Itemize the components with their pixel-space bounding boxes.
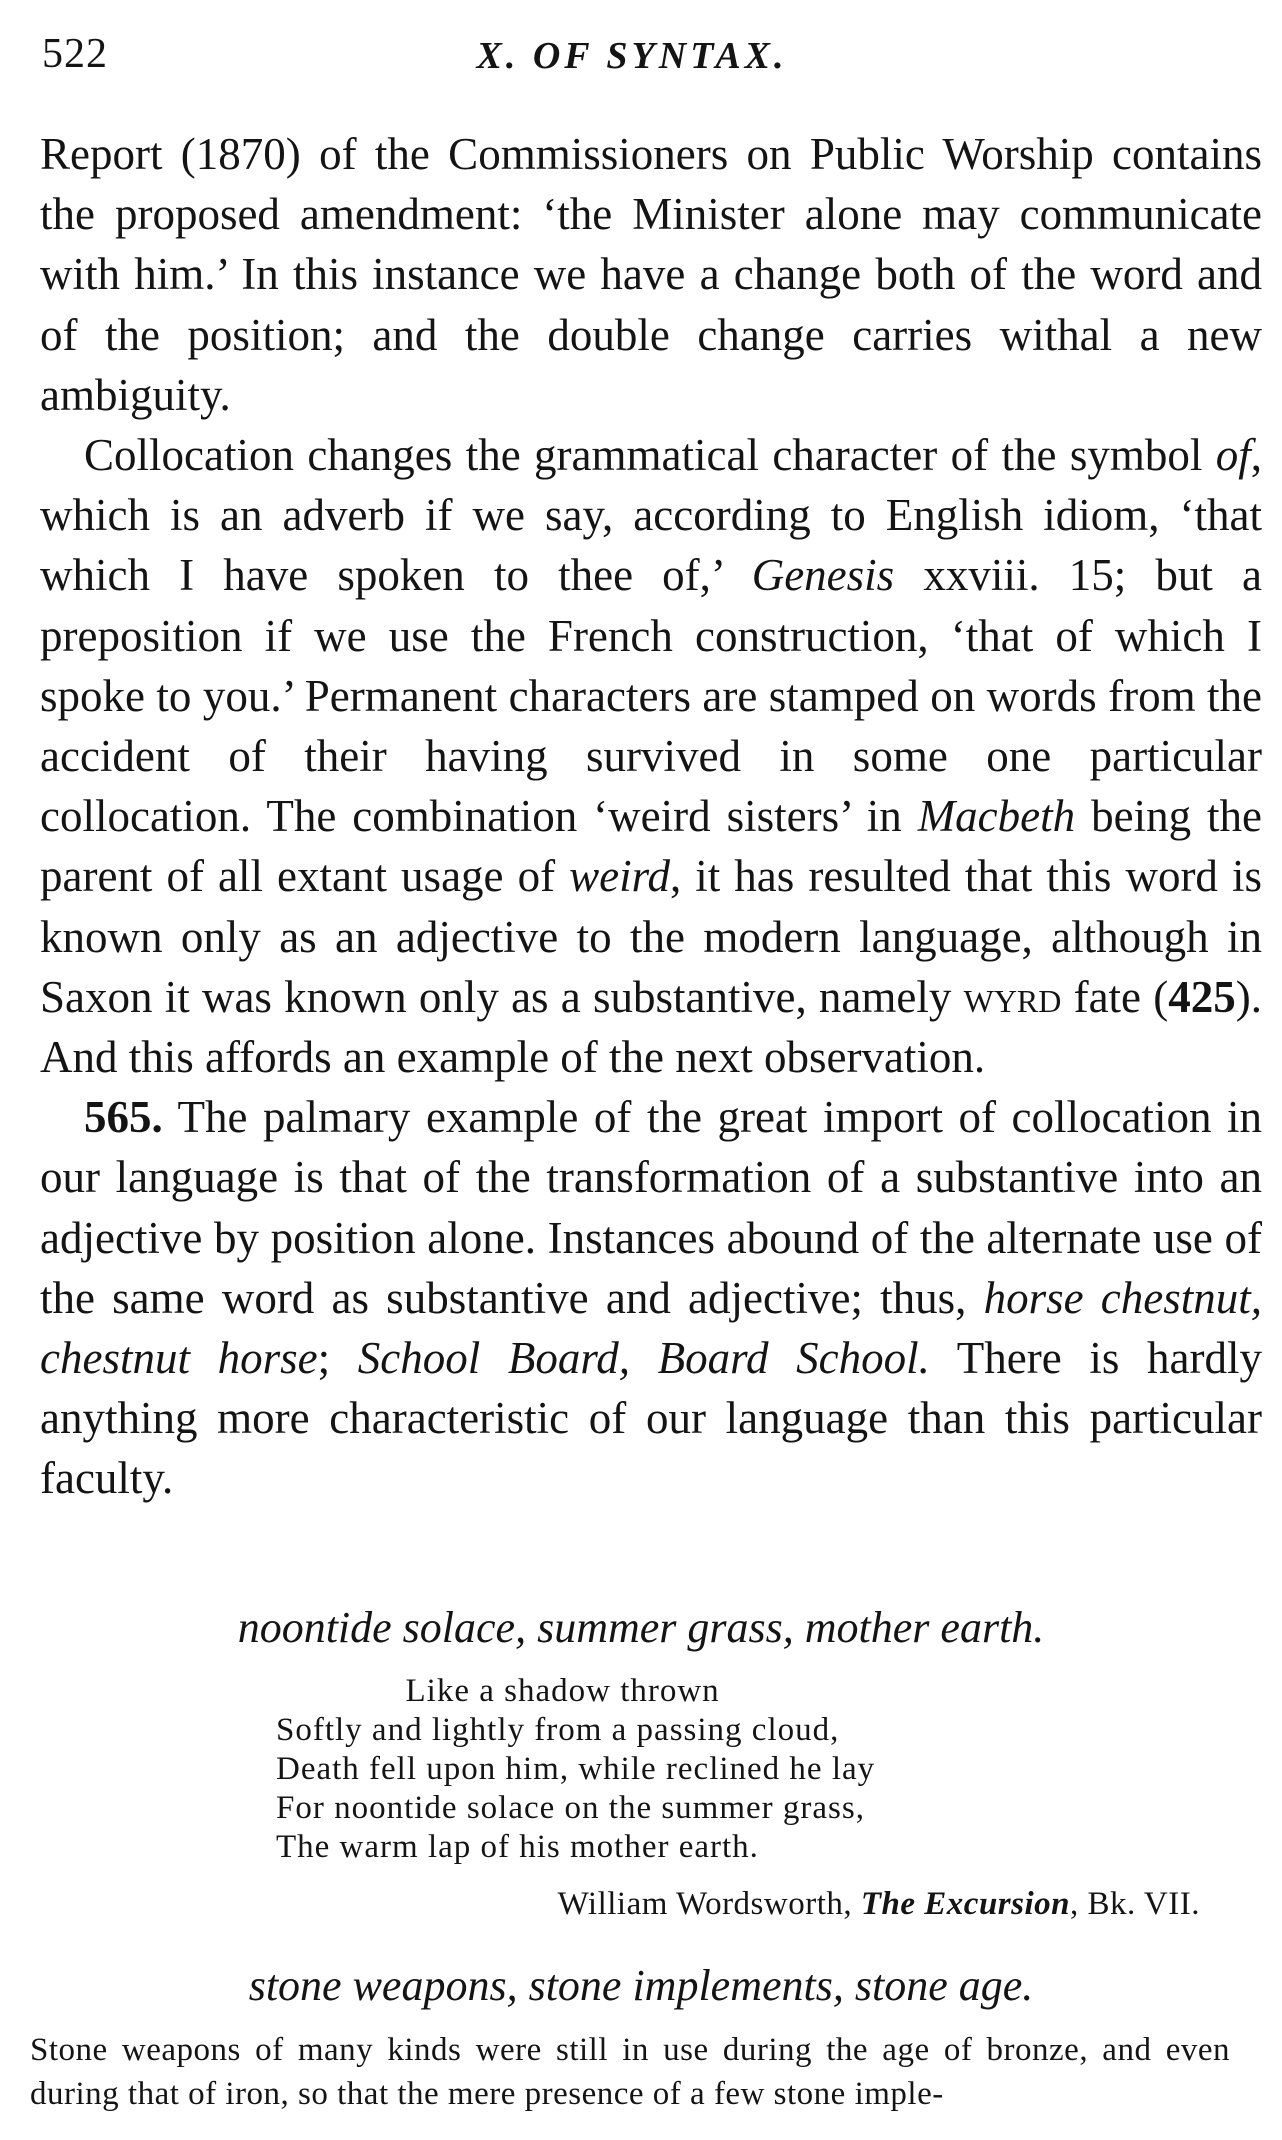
running-title: X. OF SYNTAX. (476, 35, 788, 77)
poem-line: The warm lap of his mother earth. (276, 1829, 759, 1865)
paragraph-collocation: Collocation changes the grammatical character of the symbol of, which is an adverb if we say, according to English idiom, ‘that which I have spoken to thee of,’ Genesis xxviii. 15; but a preposition if we use the French construction, ‘that of which I spoke to you.’ Permanent characters are stamped on words from the accident of their having survived in some one particular collocation. The combination ‘weird sisters’ in Macbeth being the parent of all extant usage of weird, it has resulted that this word is known only as an adjective to the modern language, although in Saxon it was known only as a substantive, namely wyrd fate (425). And this affords an example of the next observation. (40, 430, 1263, 1083)
paragraph-report: Report (1870) of the Commissioners on Public Worship contains the proposed amendment: ‘the Minister alone may communicate with him.’ In this instance we have a change both of the word and of the position; and the double change carries withal a new ambiguity. (40, 129, 1262, 420)
section-reference: 425 (1168, 971, 1236, 1022)
paragraph-number: 565. (84, 1092, 163, 1143)
term-of: of (1215, 430, 1251, 481)
poem-quotation (276, 1672, 875, 1867)
poem-line: Death fell upon him, while reclined he lay (276, 1751, 876, 1787)
example-school-board: School Board, Board School. (357, 1333, 930, 1384)
work-title: The Excursion (860, 1886, 1071, 1922)
page-number: 522 (42, 31, 108, 77)
body-text (40, 124, 1262, 1509)
poem-line: Softly and lightly from a passing cloud, (276, 1712, 840, 1748)
stone-age-quotation: Stone weapons of many kinds were still in use during the age of bronze, and even during that of iron, so that the mere presence of a few stone imple- (30, 2032, 1230, 2112)
running-head (42, 30, 1222, 80)
example-heading-noontide: noontide solace, summer grass, mother earth. (237, 1603, 1045, 1652)
term-weird: weird (569, 851, 670, 902)
poem-line: Like a shadow thrown (276, 1673, 720, 1709)
example-horse-chestnut: horse chestnut, chestnut horse (40, 1272, 1262, 1384)
paragraph-565: 565. The palmary example of the great import of collocation in our language is that of the transformation of a substantive into an adjective by position alone. Instances abound of the alternate use of the same word as substantive and adjective; thus, horse chestnut, chestnut horse; School Board, Board School. There is hardly anything more characteristic of our language than this particular faculty. (40, 1092, 1262, 1504)
poem-line: For noontide solace on the summer grass, (276, 1790, 865, 1826)
citation-genesis: Genesis (751, 550, 895, 601)
example-heading-stone: stone weapons, stone implements, stone age. (248, 1961, 1034, 2010)
term-wyrd: wyrd (963, 971, 1062, 1022)
title-macbeth: Macbeth (917, 791, 1076, 842)
poem-attribution: William Wordsworth, The Excursion, Bk. VII. (557, 1886, 1200, 1922)
